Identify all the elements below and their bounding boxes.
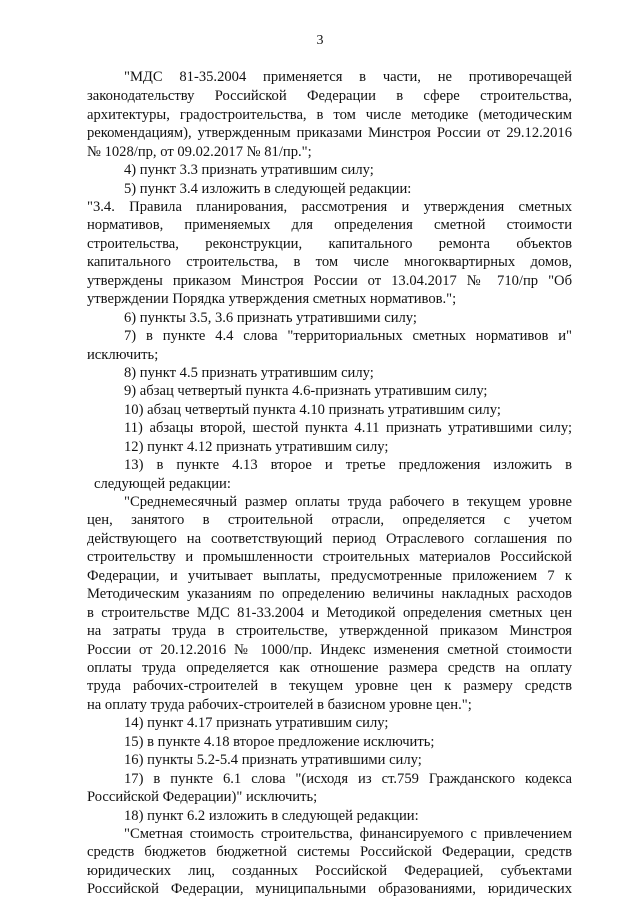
text-line: 4) пункт 3.3 признать утратившим силу;	[124, 162, 374, 178]
text-line: 12) пункт 4.12 признать утратившим силу;	[124, 439, 389, 455]
text-line: строительства, реконструкции, капитального ремонта объектов	[87, 236, 572, 252]
text-line: строительству и промышленности строительных материалов Российской	[87, 549, 572, 565]
text-line: Методическим указаниям по определению величины накладных расходов	[87, 586, 572, 602]
page-number: 3	[316, 33, 324, 48]
text-line: 16) пункты 5.2-5.4 признать утратившими силу;	[124, 752, 422, 768]
text-line: нормативов, применяемых для определения сметной стоимости	[87, 217, 572, 233]
text-line: 17) в пункте 6.1 слова "(исходя из ст.759 Гражданского кодекса	[124, 771, 572, 787]
text-line: 7) в пункте 4.4 слова "территориальных сметных нормативов и"	[124, 328, 572, 344]
text-line: 10) абзац четвертый пункта 4.10 признать утратившим силу;	[124, 402, 501, 418]
text-line: 18) пункт 6.2 изложить в следующей редакции:	[124, 808, 419, 824]
text-line: цен, занятого в строительной отрасли, определяется с учетом	[87, 512, 572, 528]
text-line: законодательству Российской Федерации в сфере строительства,	[87, 88, 572, 104]
text-line: 6) пункты 3.5, 3.6 признать утратившими силу;	[124, 310, 417, 326]
text-line: на оплату труда рабочих-строителей в базисном уровне цен.";	[87, 697, 472, 713]
text-line: труда рабочих-строителей в текущем уровне цен к размеру средств	[87, 678, 572, 694]
text-line: "МДС 81-35.2004 применяется в части, не противоречащей	[124, 69, 572, 85]
text-line: России от 20.12.2016 № 1000/пр. Индекс изменения сметной стоимости	[87, 642, 572, 658]
text-line: утверждены приказом Минстроя России от 13.04.2017 № 710/пр "Об	[87, 273, 572, 289]
text-line: юридических лиц, созданных Российской Федерацией, субъектами	[87, 863, 572, 879]
text-line: оплаты труда определяется как отношение размера средств на оплату	[87, 660, 572, 676]
text-line: утверждении Порядка утверждения сметных нормативов.";	[87, 291, 457, 307]
text-line: 11) абзацы второй, шестой пункта 4.11 признать утратившими силу;	[124, 420, 572, 436]
text-line: следующей редакции:	[94, 476, 231, 492]
text-line: на затраты труда в строительстве, утвержденной приказом Минстроя	[87, 623, 572, 639]
text-line: "Сметная стоимость строительства, финансируемого с привлечением	[124, 826, 572, 842]
text-line: 5) пункт 3.4 изложить в следующей редакции:	[124, 181, 412, 197]
text-line: 14) пункт 4.17 признать утратившим силу;	[124, 715, 389, 731]
text-line: средств бюджетов бюджетной системы Российской Федерации, средств	[87, 844, 572, 860]
text-line: Российской Федерации)" исключить;	[87, 789, 318, 805]
text-line: 15) в пункте 4.18 второе предложение исключить;	[124, 734, 435, 750]
text-line: архитектуры, градостроительства, в том числе методике (методическим	[87, 107, 572, 123]
text-line: капитального строительства, в том числе многоквартирных домов,	[87, 254, 572, 270]
text-line: "3.4. Правила планирования, рассмотрения и утверждения сметных	[87, 199, 572, 215]
text-line: 13) в пункте 4.13 второе и третье предложения изложить в	[124, 457, 572, 473]
text-line: исключить;	[87, 347, 159, 363]
text-line: № 1028/пр, от 09.02.2017 № 81/пр.";	[87, 144, 312, 160]
text-line: в строительстве МДС 81-33.2004 и Методикой определения сметных цен	[87, 605, 572, 621]
text-line: действующего на соответствующий период Отраслевого соглашения по	[87, 531, 572, 547]
text-line: 9) абзац четвертый пункта 4.6-признать утратившим силу;	[124, 383, 488, 399]
text-line: 8) пункт 4.5 признать утратившим силу;	[124, 365, 374, 381]
text-line: "Среднемесячный размер оплаты труда рабочего в текущем уровне	[124, 494, 572, 510]
text-line: Российской Федерации, муниципальными образованиями, юридических	[87, 881, 572, 897]
text-line: рекомендациям), утвержденным приказами Минстроя России от 29.12.2016	[87, 125, 572, 141]
text-line: Федерации, и учитывает выплаты, предусмотренные приложением 7 к	[87, 568, 572, 584]
